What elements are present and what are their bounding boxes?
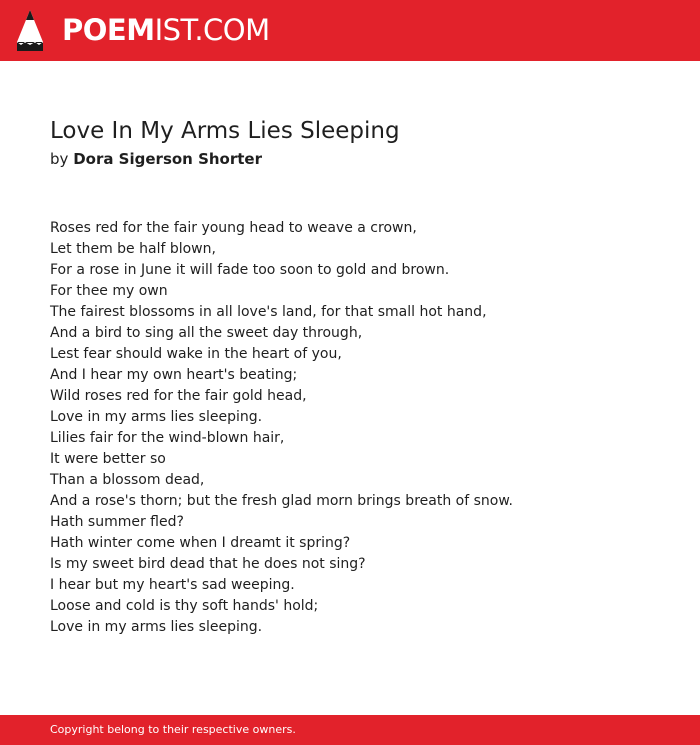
poem-line: Lilies fair for the wind-blown hair, [50, 430, 285, 446]
poem-body [50, 218, 513, 638]
poem-line: Hath winter come when I dreamt it spring? [50, 535, 351, 551]
poem-line: And I hear my own heart's beating; [50, 367, 298, 383]
poem-line: Lest fear should wake in the heart of you, [50, 346, 342, 362]
site-header [0, 0, 700, 61]
poem-line: Than a blossom dead, [50, 472, 205, 488]
poem-line: For thee my own [50, 283, 168, 299]
poem-line: Love in my arms lies sleeping. [50, 619, 263, 635]
pencil-tip-icon [16, 9, 44, 52]
poem-title: Love In My Arms Lies Sleeping [50, 118, 400, 144]
poem-line: For a rose in June it will fade too soon to gold and brown. [50, 262, 450, 278]
logo-bold-text: POEM [62, 13, 155, 47]
poem-line: And a rose's thorn; but the fresh glad morn brings breath of snow. [50, 493, 513, 509]
poem-line: It were better so [50, 451, 166, 467]
site-logo-text[interactable] [62, 12, 270, 48]
poem-line: Love in my arms lies sleeping. [50, 409, 263, 425]
poem-author: Dora Sigerson Shorter [73, 150, 262, 168]
poem-line: Loose and cold is thy soft hands' hold; [50, 598, 319, 614]
poem-line: Roses red for the fair young head to weave a crown, [50, 220, 417, 236]
poem-line: I hear but my heart's sad weeping. [50, 577, 295, 593]
poem-line: And a bird to sing all the sweet day through, [50, 325, 363, 341]
byline-prefix: by [50, 150, 69, 168]
copyright-notice: Copyright belong to their respective owners. [50, 723, 296, 736]
poem-byline [50, 148, 262, 170]
site-footer [0, 715, 700, 745]
poem-line: Is my sweet bird dead that he does not sing? [50, 556, 366, 572]
poem-line: The fairest blossoms in all love's land, for that small hot hand, [50, 304, 487, 320]
logo-light-text: IST.COM [154, 13, 270, 47]
poem-line: Let them be half blown, [50, 241, 216, 257]
poem-line: Hath summer fled? [50, 514, 184, 530]
poem-line: Wild roses red for the fair gold head, [50, 388, 307, 404]
